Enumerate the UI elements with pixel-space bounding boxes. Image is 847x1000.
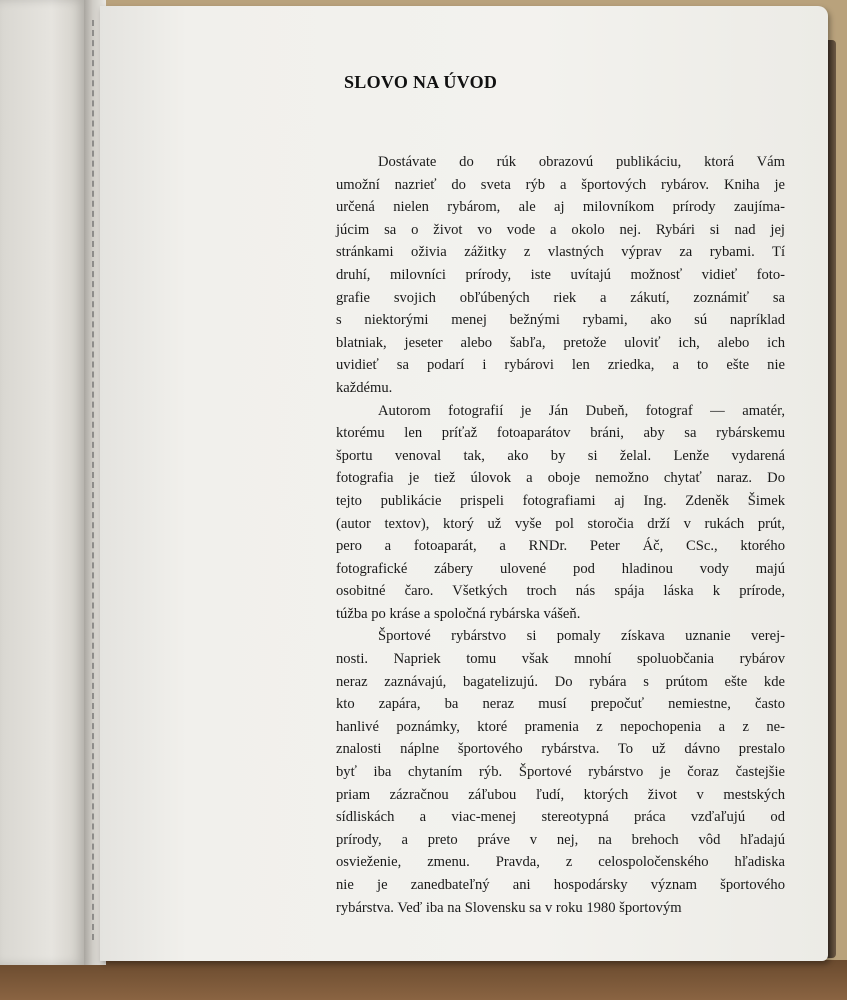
text-line: priam zázračnou záľubou ľudí, ktorých život v mestských bbox=[336, 786, 785, 803]
text-line: stránkami oživia zážitky z vlastných výprav za rybami. Tí bbox=[336, 244, 785, 261]
page-title: SLOVO NA ÚVOD bbox=[344, 72, 498, 92]
text-line: Dostávate do rúk obrazovú publikáciu, ktorá Vám bbox=[378, 154, 785, 170]
text-line: uvidieť sa podarí i rybárovi len zriedka, a to ešte nie bbox=[336, 357, 785, 374]
text-line: (autor textov), ktorý už vyše pol storočia drží v rukách prút, bbox=[336, 515, 785, 532]
text-line: prírody, a preto práve v nej, na brehoch vôd hľadajú bbox=[336, 831, 785, 848]
text-line: kto zapára, ba neraz musí prepočuť nemiestne, často bbox=[336, 696, 785, 713]
text-line: znalosti náplne športového rybárstva. To už dávno prestalo bbox=[336, 741, 785, 758]
text-line: Športové rybárstvo si pomaly získava uznanie verej- bbox=[378, 628, 785, 645]
text-line: s niektorými menej bežnými rybami, ako sú napríklad bbox=[336, 312, 785, 329]
text-line: fotografické zábery ulovené pod hladinou vody majú bbox=[336, 560, 785, 577]
text-line: nie je zanedbateľný ani hospodársky význam športového bbox=[336, 877, 785, 893]
left-page bbox=[0, 0, 86, 965]
text-line: byť iba chytaním rýb. Športové rybárstvo je čoraz častejšie bbox=[336, 764, 785, 781]
text-line: fotografia je tiež úlovok a oboje nemožno chytať naraz. Do bbox=[336, 470, 785, 487]
text-line: nosti. Napriek tomu však mnohí spoluobčania rybárov bbox=[336, 651, 785, 668]
text-line: každému. bbox=[336, 379, 393, 396]
text-line: druhí, milovníci prírody, iste uvítajú možnosť vidieť foto- bbox=[336, 266, 785, 283]
text-line: ktorému len príťaž fotoaparátov bráni, aby sa rybárskemu bbox=[336, 425, 785, 442]
text-line: rybárstva. Veď iba na Slovensku sa v roku 1980 športovým bbox=[336, 899, 682, 916]
text-line: určená nielen rybárom, ale aj milovníkom prírody zaujíma- bbox=[336, 199, 785, 216]
text-line: Autorom fotografií je Ján Dubeň, fotograf — amatér, bbox=[378, 402, 785, 419]
text-line: osvieženie, zmenu. Pravda, z celospoločenského hľadiska bbox=[336, 854, 785, 871]
text-line: júcim sa o život vo vode a okolo nej. Rybári si nad jej bbox=[336, 221, 785, 238]
text-line: túžba po kráse a spoločná rybárska vášeň. bbox=[336, 605, 581, 622]
table-surface bbox=[0, 960, 847, 1000]
text-line: sídliskách a viac-menej stereotypná práca vzďaľujú od bbox=[336, 809, 785, 826]
text-line: osobitné čaro. Všetkých troch nás spája láska k prírode, bbox=[336, 583, 785, 600]
text-line: grafie svojich obľúbených riek a zákutí, zoznámiť sa bbox=[336, 289, 785, 306]
text-line: umožní nazrieť do sveta rýb a športových rybárov. Kniha je bbox=[336, 176, 785, 193]
text-line: hanlivé poznámky, ktoré pramenia z nepochopenia a z ne- bbox=[336, 718, 785, 735]
text-line: pero a fotoaparát, a RNDr. Peter Áč, CSc., ktorého bbox=[336, 538, 785, 555]
binding-stitch bbox=[92, 20, 94, 940]
text-line: blatniak, jeseter alebo šabľa, pretože uloviť ich, alebo ich bbox=[336, 334, 785, 351]
body-text bbox=[336, 151, 785, 919]
text-line: športu venoval tak, ako by si želal. Lenže vydarená bbox=[336, 447, 785, 464]
text-line: neraz zaznávajú, bagatelizujú. Do rybára s prútom ešte kde bbox=[336, 673, 785, 690]
text-line: tejto publikácie prispeli fotografiami aj Ing. Zdeněk Šimek bbox=[336, 492, 785, 509]
